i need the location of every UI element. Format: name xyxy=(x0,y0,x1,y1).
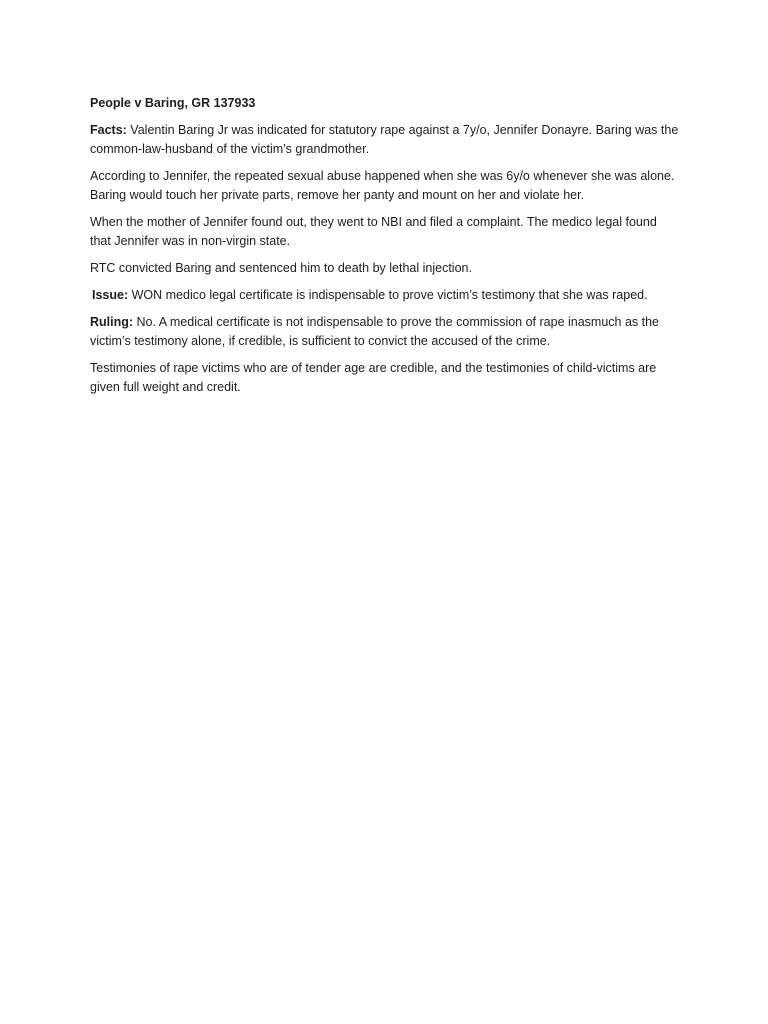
rtc-paragraph xyxy=(90,259,680,278)
account-text: According to Jennifer, the repeated sexual abuse happened when she was 6y/o whenever she was alone. Baring would touch her private parts, remove her panty and mount on her and violate her. xyxy=(90,169,675,202)
facts-text: Valentin Baring Jr was indicated for statutory rape against a 7y/o, Jennifer Donayre. Baring was the common-law-husband of the victim’s grandmother. xyxy=(90,123,679,156)
document-body xyxy=(90,94,680,405)
facts-paragraph xyxy=(90,121,680,159)
ruling-paragraph xyxy=(90,313,680,351)
facts-label: Facts: xyxy=(90,123,127,137)
ruling-label: Ruling: xyxy=(90,315,134,329)
document-title: People v Baring, GR 137933 xyxy=(90,96,256,110)
issue-paragraph xyxy=(90,286,680,305)
rtc-text: RTC convicted Baring and sentenced him to death by lethal injection. xyxy=(90,261,472,275)
complaint-paragraph xyxy=(90,213,680,251)
account-paragraph xyxy=(90,167,680,205)
ruling-text: No. A medical certificate is not indispensable to prove the commission of rape inasmuch as the victim’s testimony alone, if credible, is sufficient to convict the accused of the crime. xyxy=(90,315,660,348)
issue-label: Issue: xyxy=(92,288,129,302)
issue-text: WON medico legal certificate is indispensable to prove victim’s testimony that she was raped. xyxy=(128,288,648,302)
testimony-text: Testimonies of rape victims who are of tender age are credible, and the testimonies of child-victims are given full weight and credit. xyxy=(90,361,657,394)
testimony-paragraph xyxy=(90,359,680,397)
complaint-text: When the mother of Jennifer found out, they went to NBI and filed a complaint. The medico legal found that Jennifer was in non-virgin state. xyxy=(90,215,657,248)
